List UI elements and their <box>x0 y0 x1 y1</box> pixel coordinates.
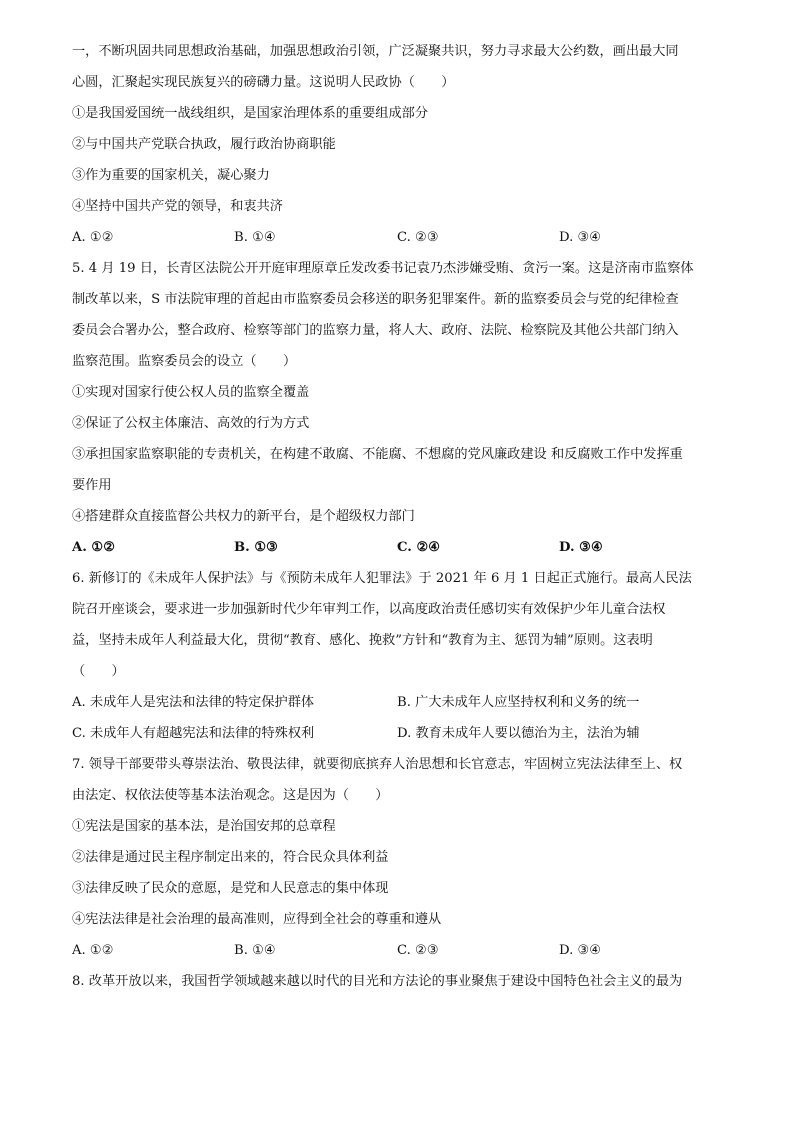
option-a: A. ①② <box>72 230 114 245</box>
question-text: （ ） <box>72 664 125 679</box>
answer-options-row <box>72 718 722 749</box>
question-text: 监察范围。监察委员会的设立（ ） <box>72 354 297 369</box>
question-text: 制改革以来，S 市法院审理的首起由市监察委员会移送的职务犯罪案件。新的监察委员会与党的纪律检查 <box>72 292 679 307</box>
option-d: D. 教育未成年人要以德治为主，法治为辅 <box>397 726 640 741</box>
statement-item: ①宪法是国家的基本法，是治国安邦的总章程 <box>72 819 336 834</box>
statement-item: ①实现对国家行使公权人员的监察全覆盖 <box>72 385 310 400</box>
statement-item: ③作为重要的国家机关，凝心聚力 <box>72 168 270 183</box>
statement-item: ①是我国爱国统一战线组织，是国家治理体系的重要组成部分 <box>72 106 429 121</box>
question-7 <box>72 749 722 966</box>
question-text: 由法定、权依法使等基本法治观念。这是因为（ ） <box>72 788 389 803</box>
question-text: 8. 改革开放以来，我国哲学领域越来越以时代的目光和方法论的事业聚焦于建设中国特色社会主义的最为 <box>72 974 683 989</box>
option-d: D. ③④ <box>559 230 602 245</box>
answer-options <box>72 222 722 253</box>
question-text: 一，不断巩固共同思想政治基础，加强思想政治引领，广泛凝聚共识，努力寻求最大公约数，画出最大同 <box>72 44 679 59</box>
document-page <box>72 36 722 997</box>
statement-item: ③法律反映了民众的意愿，是党和人民意志的集中体现 <box>72 881 389 896</box>
answer-options-row <box>72 687 722 718</box>
question-6 <box>72 563 722 749</box>
question-text: 益，坚持未成年人利益最大化，贯彻“教育、感化、挽救”方针和“教育为主、惩罚为辅”原则。这表明 <box>72 633 653 648</box>
option-b: B. ①③ <box>234 540 278 555</box>
option-b: B. 广大未成年人应坚持权利和义务的统一 <box>397 695 640 710</box>
option-a: A. ①② <box>72 540 116 555</box>
statement-item: ②与中国共产党联合执政，履行政治协商职能 <box>72 137 336 152</box>
option-d: D. ③④ <box>559 540 603 555</box>
statement-item: ②法律是通过民主程序制定出来的，符合民众具体利益 <box>72 850 389 865</box>
statement-item: ③承担国家监察职能的专责机关，在构建不敢腐、不能腐、不想腐的党风廉政建设 和反腐败工作中发挥重 <box>72 447 683 462</box>
option-b: B. ①④ <box>234 230 276 245</box>
option-b: B. ①④ <box>234 943 276 958</box>
option-c: C. 未成年人有超越宪法和法律的特殊权利 <box>72 726 315 741</box>
option-a: A. ①② <box>72 943 114 958</box>
question-text: 7. 领导干部要带头尊崇法治、敬畏法律，就要彻底摈弃人治思想和长官意志，牢固树立宪法法律至上、权 <box>72 757 683 772</box>
question-4 <box>72 36 722 253</box>
question-text: 5. 4 月 19 日，长青区法院公开开庭审理原章丘发改委书记袁乃杰涉嫌受贿、贪污一案。这是济南市监察体 <box>72 261 694 276</box>
option-c: C. ②③ <box>397 230 439 245</box>
question-text: 委员会合署办公，整合政府、检察等部门的监察力量，将人大、政府、法院、检察院及其他公共部门纳入 <box>72 323 679 338</box>
option-d: D. ③④ <box>559 943 602 958</box>
option-a: A. 未成年人是宪法和法律的特定保护群体 <box>72 695 315 710</box>
question-5 <box>72 253 722 563</box>
question-text: 6. 新修订的《未成年人保护法》与《预防未成年人犯罪法》于 2021 年 6 月 1 日起正式施行。最高人民法 <box>72 571 692 586</box>
question-8 <box>72 966 722 997</box>
question-text: 心圆，汇聚起实现民族复兴的磅礴力量。这说明人民政协（ ） <box>72 75 455 90</box>
option-c: C. ②③ <box>397 943 439 958</box>
answer-options <box>72 935 722 966</box>
statement-item: 要作用 <box>72 478 112 493</box>
statement-item: ④搭建群众直接监督公共权力的新平台，是个超级权力部门 <box>72 509 415 524</box>
question-text: 院召开座谈会，要求进一步加强新时代少年审判工作，以高度政治责任感切实有效保护少年儿童合法权 <box>72 602 666 617</box>
statement-item: ④宪法法律是社会治理的最高准则，应得到全社会的尊重和遵从 <box>72 912 442 927</box>
statement-item: ②保证了公权主体廉洁、高效的行为方式 <box>72 416 310 431</box>
statement-item: ④坚持中国共产党的领导，和衷共济 <box>72 199 283 214</box>
option-c: C. ②④ <box>397 540 441 555</box>
answer-options <box>72 532 722 563</box>
